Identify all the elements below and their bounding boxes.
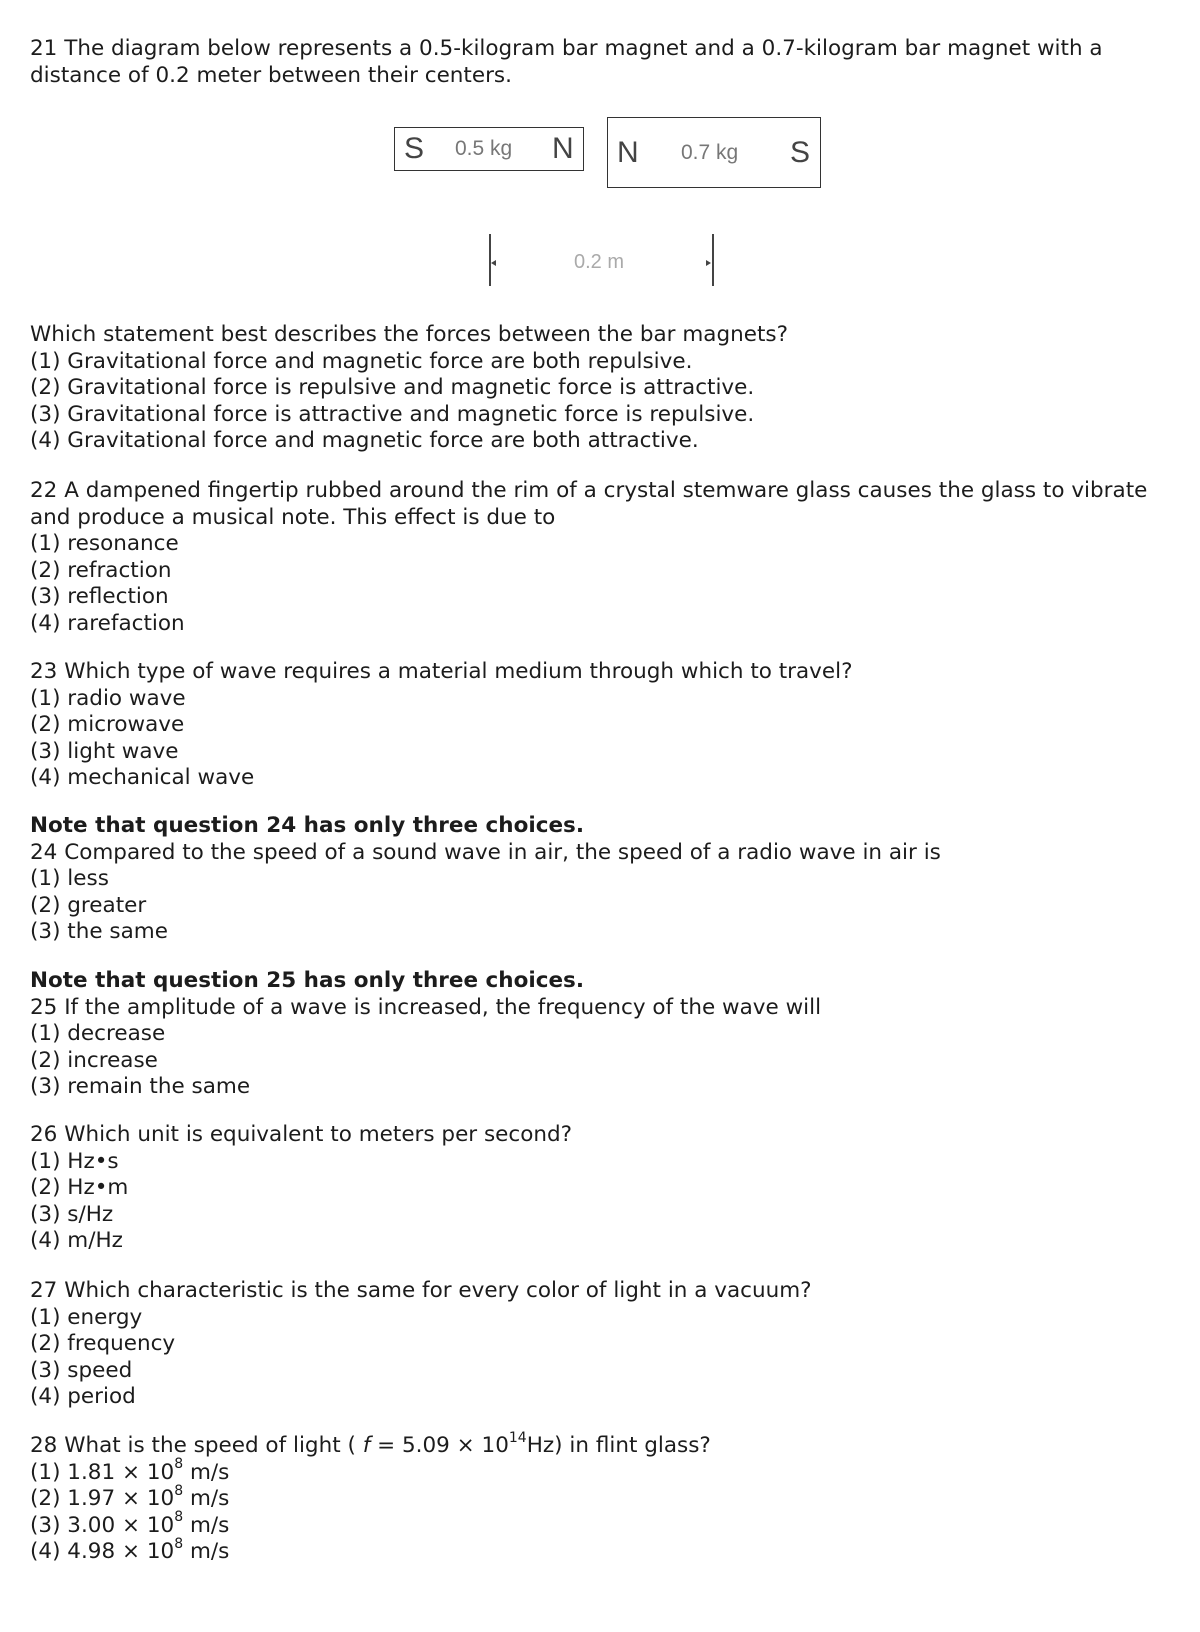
question-28-stem-suffix: Hz) in flint glass? [526,1433,711,1458]
question-21-choice-2: (2) Gravitational force is repulsive and magnetic force is attractive. [30,375,755,400]
question-23-choice-3: (3) light wave [30,738,179,764]
question-28-stem-exponent: 14 [508,1429,527,1446]
magnet-2-mass-label: 0.7 kg [681,140,739,164]
question-27-stem: 27 Which characteristic is the same for every color of light in a vacuum? [30,1278,812,1303]
question-28-choice-3 [30,1509,1190,1540]
question-21-choice-3: (3) Gravitational force is attractive and magnetic force is repulsive. [30,401,755,427]
distance-label: 0.2 m [574,251,625,273]
distance-left-tick [489,234,491,286]
question-28-stem [30,1429,1190,1460]
question-22-stem-line-2: and produce a musical note. This effect is due to [30,504,556,530]
question-28-choice-1 [30,1456,1190,1487]
question-21-choice-1: (1) Gravitational force and magnetic force are both repulsive. [30,348,693,374]
choice-exponent: 8 [174,1509,184,1526]
magnet-0-5kg [394,127,584,171]
choice-unit: m/s [183,1512,230,1538]
choice-value: (1) 1.81 × 10 [30,1459,175,1485]
question-25-choice-3: (3) remain the same [30,1074,251,1099]
question-25-choice-2: (2) increase [30,1047,158,1073]
question-26-choice-4: (4) m/Hz [30,1228,123,1253]
magnet-1-north-pole: N [552,132,574,165]
question-24-note: Note that question 24 has only three choices. [30,813,585,838]
question-26-choice-3: (3) s/Hz [30,1201,114,1227]
question-25-stem: 25 If the amplitude of a wave is increased, the frequency of the wave will [30,994,822,1020]
question-28-frequency-symbol: f [362,1433,371,1458]
question-24-choice-3: (3) the same [30,919,168,944]
question-22 [30,478,1190,637]
question-21 [30,36,1190,89]
question-24-choice-1: (1) less [30,866,109,891]
question-22-choice-4: (4) rarefaction [30,610,185,636]
magnet-1-mass-label: 0.5 kg [455,137,513,160]
magnet-0-7kg [607,117,821,188]
choice-unit: m/s [183,1486,230,1511]
question-27 [30,1278,1190,1411]
choice-exponent: 8 [174,1535,184,1552]
question-23-choice-4: (4) mechanical wave [30,765,255,790]
question-25-note: Note that question 25 has only three choices. [30,968,585,993]
question-27-choice-1: (1) energy [30,1304,143,1330]
question-21-prompt: Which statement best describes the forces between the bar magnets? [30,322,789,347]
question-21-stem-line-1: 21 The diagram below represents a 0.5-kilogram bar magnet and a 0.7-kilogram bar magnet with a [30,36,1103,61]
choice-value: (3) 3.00 × 10 [30,1512,175,1538]
magnet-2-south-pole: S [790,135,811,169]
question-21-body [30,322,1190,455]
distance-right-tick [712,234,714,286]
question-26-choice-1: (1) Hz•s [30,1148,119,1174]
question-28-choice-4 [30,1535,1190,1566]
question-22-choice-2: (2) refraction [30,557,172,583]
choice-unit: m/s [183,1539,230,1564]
question-21-stem-line-2: distance of 0.2 meter between their centers. [30,62,512,88]
choice-value: (2) 1.97 × 10 [30,1486,175,1511]
question-22-choice-3: (3) reflection [30,584,169,609]
choice-exponent: 8 [174,1456,184,1473]
question-26-stem: 26 Which unit is equivalent to meters per second? [30,1122,573,1147]
question-28-stem-mid: = 5.09 × 10 [370,1433,509,1458]
choice-unit: m/s [183,1459,230,1485]
question-24 [30,813,1190,946]
question-28-choice-2 [30,1482,1190,1513]
question-22-choice-1: (1) resonance [30,531,179,556]
distance-right-arrow-icon [706,260,711,266]
question-25 [30,968,1190,1101]
question-27-choice-2: (2) frequency [30,1331,176,1356]
question-23-choice-2: (2) microwave [30,712,185,737]
question-28-stem-prefix: 28 What is the speed of light ( [30,1433,363,1458]
choice-exponent: 8 [174,1482,184,1499]
question-27-choice-4: (4) period [30,1384,136,1409]
magnet-2-north-pole: N [617,135,639,169]
question-24-stem: 24 Compared to the speed of a sound wave in air, the speed of a radio wave in air is [30,839,941,865]
distance-left-arrow-icon [491,260,496,266]
question-27-choice-3: (3) speed [30,1357,133,1383]
question-23 [30,659,1190,792]
question-24-choice-2: (2) greater [30,892,147,918]
question-26 [30,1122,1190,1255]
question-28 [30,1429,1190,1566]
choice-value: (4) 4.98 × 10 [30,1539,175,1564]
question-26-choice-2: (2) Hz•m [30,1175,129,1200]
question-23-stem: 23 Which type of wave requires a material medium through which to travel? [30,659,853,684]
magnet-1-south-pole: S [404,132,425,165]
question-22-stem-line-1: 22 A dampened fingertip rubbed around the rim of a crystal stemware glass causes the glass to vibrate [30,478,1148,503]
question-21-choice-4: (4) Gravitational force and magnetic force are both attractive. [30,428,699,453]
question-25-choice-1: (1) decrease [30,1021,166,1046]
question-23-choice-1: (1) radio wave [30,685,186,711]
